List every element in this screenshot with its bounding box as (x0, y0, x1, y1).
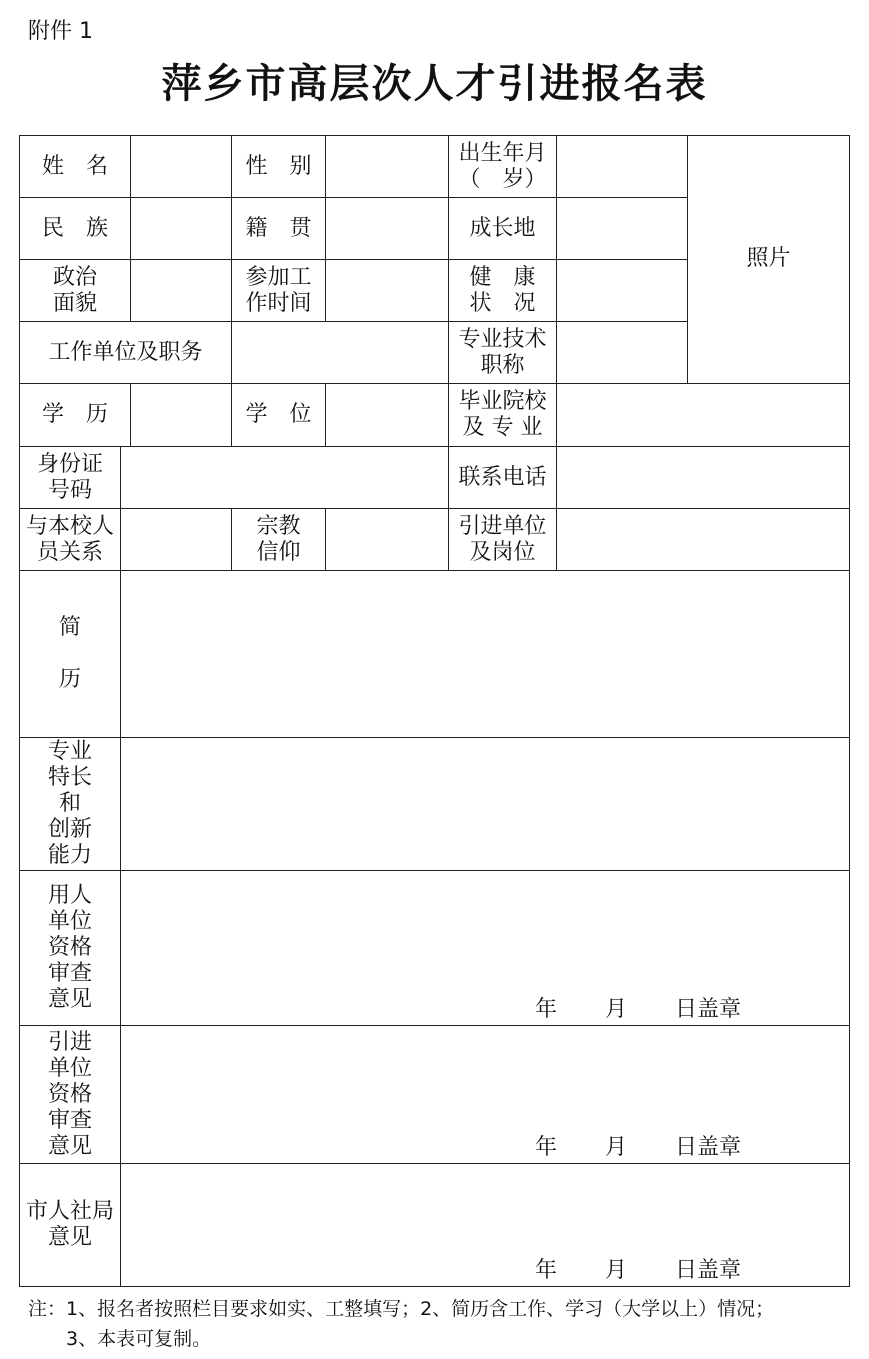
bureau-opinion-label: 市人社局 意见 (20, 1164, 121, 1287)
education-field[interactable] (131, 384, 232, 447)
phone-field[interactable] (557, 447, 850, 509)
intro-unit-field[interactable] (557, 509, 850, 571)
form-title: 萍乡市高层次人才引进报名表 (161, 61, 708, 107)
id-number-label: 身份证 号码 (20, 447, 121, 509)
bureau-opinion-field[interactable] (121, 1164, 850, 1287)
employer-review-label: 用人 单位 资格 审查 意见 (20, 871, 121, 1026)
employer-position-label: 工作单位及职务 (20, 322, 232, 384)
intro-review-label: 引进 单位 资格 审查 意见 (20, 1026, 121, 1164)
resume-field[interactable] (121, 571, 850, 738)
native-place-field[interactable] (326, 198, 449, 260)
id-number-field[interactable] (121, 447, 449, 509)
name-label: 姓 名 (20, 136, 131, 198)
employer-review-field[interactable] (121, 871, 850, 1026)
footnote-line-2: 3、本表可复制。 (66, 1328, 212, 1350)
footnote-line-1: 注：1、报名者按照栏目要求如实、工整填写；2、简历含工作、学习（大学以上）情况； (28, 1298, 775, 1320)
attachment-label: 附件 1 (28, 19, 93, 44)
growth-place-field[interactable] (557, 198, 688, 260)
employer-position-field[interactable] (232, 322, 449, 384)
intro-review-signature: 年 月 日盖章 (535, 1135, 742, 1160)
photo-label: 照片 (746, 246, 791, 271)
health-field[interactable] (557, 260, 688, 322)
religion-field[interactable] (326, 509, 449, 571)
photo-box[interactable] (688, 136, 850, 384)
phone-label: 联系电话 (449, 447, 557, 509)
birth-label: 出生年月 （ 岁） (449, 136, 557, 198)
school-major-label: 毕业院校 及 专 业 (449, 384, 557, 447)
work-start-label: 参加工 作时间 (232, 260, 326, 322)
school-major-field[interactable] (557, 384, 850, 447)
employer-review-signature: 年 月 日盖章 (535, 997, 742, 1022)
registration-form-table (19, 135, 850, 1287)
growth-place-label: 成长地 (449, 198, 557, 260)
gender-field[interactable] (326, 136, 449, 198)
political-status-label: 政治 面貌 (20, 260, 131, 322)
degree-field[interactable] (326, 384, 449, 447)
specialty-field[interactable] (121, 738, 850, 871)
professional-title-label: 专业技术 职称 (449, 322, 557, 384)
specialty-label: 专业 特长 和 创新 能力 (20, 738, 121, 871)
work-start-field[interactable] (326, 260, 449, 322)
ethnicity-label: 民 族 (20, 198, 131, 260)
name-field[interactable] (131, 136, 232, 198)
relation-field[interactable] (121, 509, 232, 571)
birth-field[interactable] (557, 136, 688, 198)
intro-unit-label: 引进单位 及岗位 (449, 509, 557, 571)
gender-label: 性 别 (232, 136, 326, 198)
professional-title-field[interactable] (557, 322, 688, 384)
political-status-field[interactable] (131, 260, 232, 322)
ethnicity-field[interactable] (131, 198, 232, 260)
intro-review-field[interactable] (121, 1026, 850, 1164)
native-place-label: 籍 贯 (232, 198, 326, 260)
resume-label: 简 历 (20, 571, 121, 738)
relation-label: 与本校人 员关系 (20, 509, 121, 571)
religion-label: 宗教 信仰 (232, 509, 326, 571)
health-label: 健 康 状 况 (449, 260, 557, 322)
education-label: 学 历 (20, 384, 131, 447)
bureau-opinion-signature: 年 月 日盖章 (535, 1258, 742, 1283)
degree-label: 学 位 (232, 384, 326, 447)
